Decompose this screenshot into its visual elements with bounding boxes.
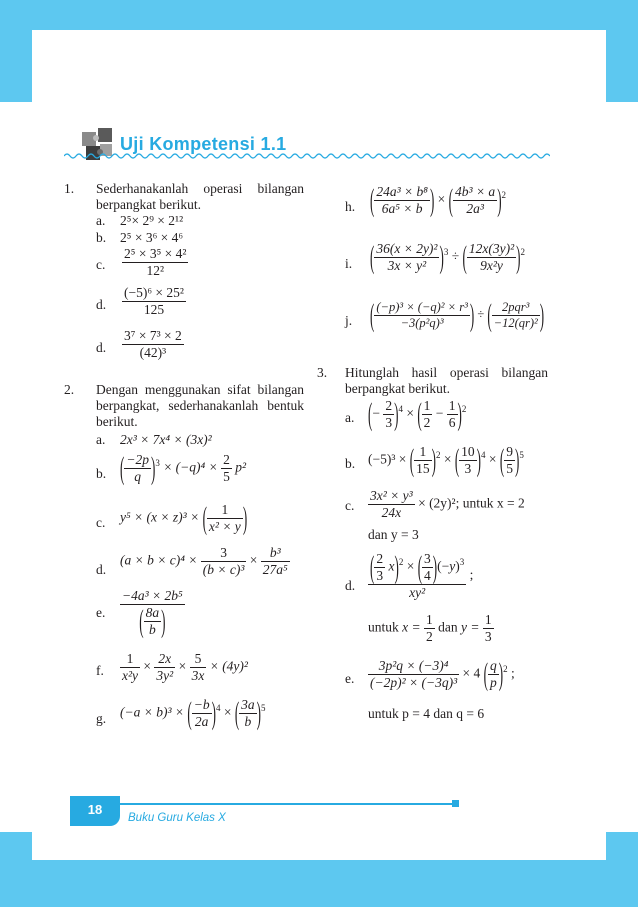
q3d-expr: ( $\frac{2}{3}$ x)$^2$ × ( $\frac{3}{4}$ )$(-y)^3$ xy² ;	[370, 548, 474, 600]
q1-text-line1: Sederhanakanlah operasi bilangan	[96, 181, 304, 196]
q1j-label: j.	[345, 313, 353, 328]
section-title: Uji Kompetensi 1.1	[120, 134, 287, 154]
q2e-fraction: −4a³ × 2b⁵ ( $\frac{8a}{b}$ )	[122, 588, 183, 639]
q3e-label: e.	[345, 671, 355, 686]
q3d-condition: untuk x = $\frac{1}{2}$ dan y = $\frac{1}{3}$	[368, 612, 492, 644]
q3c-line2: dan y = 3	[368, 527, 419, 542]
q3b-expr: (−5)³ × ( $\frac{1}{15}$ )$^2$ × ( $\frac{10}{3}$ )$^4$ × ( $\frac{9}{5}$ )$^5$	[368, 441, 524, 478]
q2d-label: d.	[96, 562, 107, 577]
q2-number: 2.	[64, 382, 75, 397]
q3c-expr: $\frac{\text{3x² × y³}}{24x}$ × (2y)²; untuk x = 2	[370, 488, 525, 520]
page-number: 18	[70, 796, 120, 826]
q1d-fraction: $\frac{\text{(−5)⁶ × 25²}}{125}$	[124, 285, 184, 317]
footer-dot	[452, 800, 459, 807]
q3a-label: a.	[345, 410, 355, 425]
q3-number: 3.	[317, 365, 328, 380]
q1j-expr: ( $\frac{\text{(−p)³ × (−q)² × r³}}{\text{−3(p²q)³}}$ ) ÷ ( $\frac{\text{2pqr³}}{\text{−12(qr)²}}$ )	[370, 296, 545, 333]
q1d2-label: d.	[96, 340, 107, 355]
q1c-fraction: $\frac{\text{2⁵ × 3⁵ × 4²}}{\text{12²}}$	[124, 246, 187, 278]
q2-text-line1: Dengan menggunakan sifat bilangan	[96, 382, 304, 397]
q2g-expr: (−a × b)³ × ( $\frac{-b}{2a}$ )$^4$ × ( $\frac{3a}{b}$ )$^5$	[120, 694, 266, 731]
q2d-expr: (a × b × c)⁴ × $\frac{3}{\text{(b × c)³}}$ × $\frac{\text{b³}}{\text{27a⁵}}$	[120, 545, 288, 577]
q3d-label: d.	[345, 578, 356, 593]
q2-text-line2: berpangkat, sederhanakanlah bentuk	[96, 398, 304, 413]
q3a-expr: (− $\frac{2}{3}$ )$^4$ × ( $\frac{1}{2}$ − $\frac{1}{6}$ )$^2$	[368, 395, 467, 432]
q1-number: 1.	[64, 181, 75, 196]
wavy-divider	[64, 150, 550, 162]
q1c-label: c.	[96, 257, 106, 272]
q3c-label: c.	[345, 498, 355, 513]
q1h-expr: ( $\frac{\text{24a³ × b⁸}}{\text{6a⁵ × b}}$ ) × ( $\frac{\text{4b³ × a}}{\text{2a³}}$ )$^2$	[370, 181, 507, 218]
q2g-label: g.	[96, 711, 107, 726]
q2-text-line3: berikut.	[96, 414, 138, 429]
q1d-label: d.	[96, 297, 107, 312]
q3e-condition: untuk p = 4 dan q = 6	[368, 706, 485, 721]
q3e-expr: $\frac{\text{3p²q × (−3)⁴}}{\text{(−2p)² × (−3q)³}}$ × 4 ( $\frac{q}{p}$ )$^2$ ;	[370, 655, 515, 692]
footer-rule	[120, 803, 454, 805]
q2c-expr: y⁵ × (x × z)³ × ( $\frac{1}{\text{x² × y}}$ )	[120, 499, 248, 536]
q2c-label: c.	[96, 515, 106, 530]
q1b-label: b.	[96, 230, 107, 245]
q1a-label: a.	[96, 213, 106, 228]
q3-text-line2: berpangkat berikut.	[345, 381, 450, 396]
q1a-expr: 2⁵× 2⁹ × 2¹²	[120, 213, 184, 228]
q2e-label: e.	[96, 605, 106, 620]
q2b-expr: ( $\frac{-2p}{q}$ )$^3$ × (−q)⁴ × $\frac{2}{5}$ p²	[120, 449, 247, 486]
q1-text-line2: berpangkat berikut.	[96, 197, 201, 212]
q2f-expr: $\frac{1}{\text{x²y}}$ × $\frac{2x}{\text{3y²}}$ × $\frac{5}{3x}$ × (4y)²	[122, 651, 248, 683]
q1i-label: i.	[345, 256, 353, 271]
q3-text-line1: Hitunglah hasil operasi bilangan	[345, 365, 548, 380]
q2b-label: b.	[96, 466, 107, 481]
q2a-expr: 2x³ × 7x⁴ × (3x)²	[120, 432, 212, 447]
q1b-expr: 2⁵ × 3⁶ × 4⁶	[120, 230, 184, 245]
q1h-label: h.	[345, 199, 356, 214]
book-title: Buku Guru Kelas X	[128, 812, 226, 824]
q1i-expr: ( $\frac{\text{36(x × 2y)²}}{\text{3x × y²}}$ )$^3$ ÷ ( $\frac{\text{12x(3y)²}}{\text{9x²y}}$ )$^2$	[370, 238, 525, 275]
q1d2-fraction: $\frac{\text{3⁷ × 7³ × 2}}{\text{(42)³}}$	[124, 328, 182, 360]
q2a-label: a.	[96, 432, 106, 447]
q3b-label: b.	[345, 456, 356, 471]
q2f-label: f.	[96, 663, 104, 678]
